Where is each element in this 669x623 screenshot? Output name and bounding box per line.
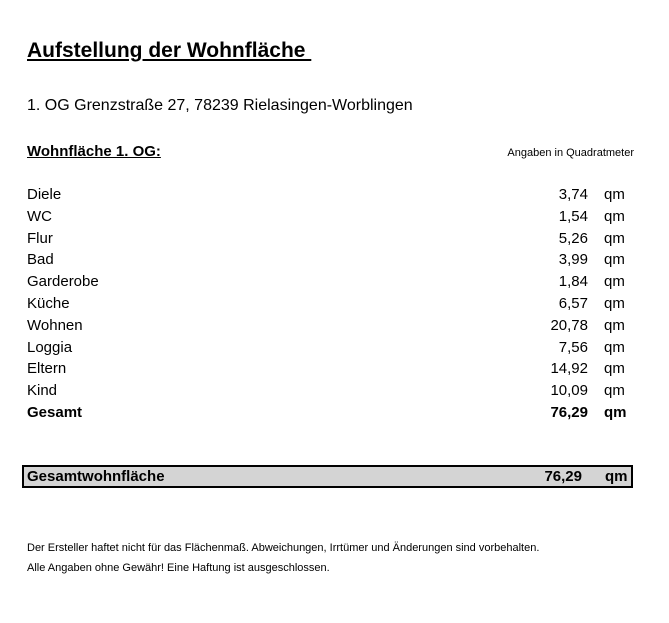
- room-row: [27, 315, 638, 337]
- room-row: [27, 206, 638, 228]
- room-area: 3,74: [558, 186, 588, 203]
- room-row: [27, 228, 638, 250]
- room-label: Bad: [27, 251, 54, 269]
- room-area: 7,56: [558, 338, 588, 356]
- room-area: 1,84: [558, 273, 588, 291]
- room-unit: qm: [604, 251, 625, 269]
- room-area: 6,57: [558, 294, 588, 312]
- unit-note: Angaben in Quadratmeter: [507, 147, 634, 159]
- total-label: Gesamt: [27, 403, 83, 421]
- room-label: Kind: [27, 382, 58, 400]
- room-row: [27, 249, 638, 271]
- room-area: 10,09: [550, 382, 588, 400]
- room-row: [27, 184, 638, 206]
- disclaimer-line-1: Der Ersteller haftet nicht für das Flächenmaß. Abweichungen, Irrtümer und Änderungen sind vorbehalten.: [27, 542, 540, 554]
- room-label: Garderobe: [27, 273, 99, 291]
- total-unit: qm: [604, 403, 627, 421]
- room-unit: qm: [604, 273, 625, 291]
- room-area: 14,92: [550, 360, 588, 378]
- disclaimer-line-2: Alle Angaben ohne Gewähr! Eine Haftung ist ausgeschlossen.: [27, 562, 330, 574]
- document-title: Aufstellung der Wohnfläche: [27, 39, 312, 62]
- room-label: Diele: [27, 186, 62, 203]
- property-address: 1. OG Grenzstraße 27, 78239 Rielasingen-Worblingen: [27, 97, 413, 114]
- room-list: [27, 184, 638, 424]
- room-label: Loggia: [27, 338, 73, 356]
- grand-total-area: 76,29: [544, 468, 582, 485]
- room-row: [27, 293, 638, 315]
- room-label: Flur: [27, 229, 53, 247]
- room-label: WC: [27, 207, 52, 225]
- room-unit: qm: [604, 229, 625, 247]
- grand-total-unit: qm: [605, 468, 628, 485]
- room-unit: qm: [604, 207, 625, 225]
- room-unit: qm: [604, 338, 625, 356]
- room-label: Wohnen: [27, 316, 83, 334]
- room-row: [27, 337, 638, 359]
- total-row: [27, 402, 638, 424]
- grand-total-box: [22, 465, 633, 488]
- room-label: Eltern: [27, 360, 67, 378]
- total-area: 76,29: [550, 403, 588, 421]
- room-unit: qm: [604, 360, 625, 378]
- room-row: [27, 380, 638, 402]
- room-row: [27, 358, 638, 380]
- room-row: [27, 271, 638, 293]
- room-area: 3,99: [558, 251, 588, 269]
- room-area: 1,54: [558, 207, 588, 225]
- section-heading: Wohnfläche 1. OG:: [27, 143, 161, 160]
- room-area: 5,26: [558, 229, 588, 247]
- room-unit: qm: [604, 186, 625, 203]
- room-area: 20,78: [550, 316, 588, 334]
- room-unit: qm: [604, 294, 625, 312]
- room-unit: qm: [604, 316, 625, 334]
- grand-total-label: Gesamtwohnfläche: [27, 468, 165, 485]
- room-unit: qm: [604, 382, 625, 400]
- room-label: Küche: [27, 294, 70, 312]
